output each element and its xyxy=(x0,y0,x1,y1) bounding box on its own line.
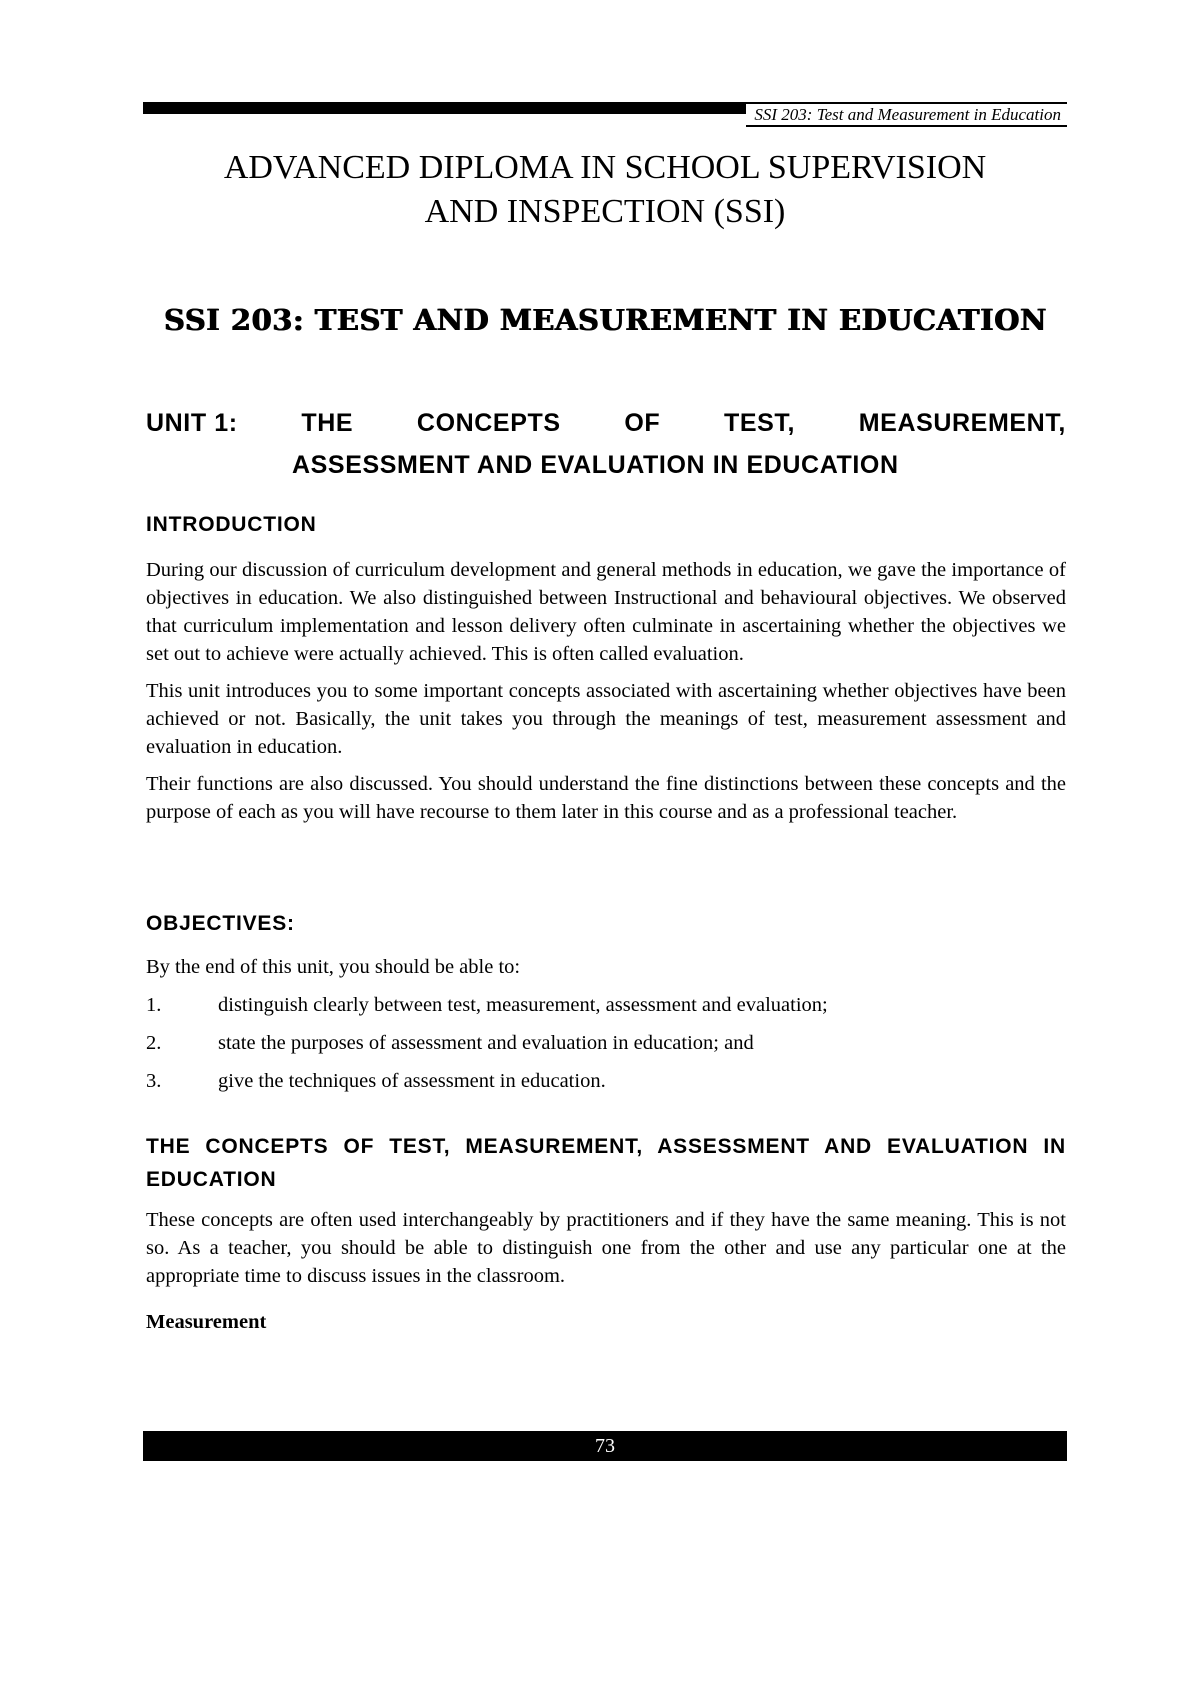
list-item-text: state the purposes of assessment and evaluation in education; and xyxy=(218,1032,754,1054)
introduction-paragraph-1: During our discussion of curriculum development and general methods in education, we gave the importance of objectives in education. We also distinguished between Instructional and behavioural objectives. We observed that curriculum implementation and lesson delivery often culminate in ascertaining whether the objectives we set out to achieve were actually achieved. This is often called evaluation. xyxy=(146,559,1066,665)
concepts-paragraph: These concepts are often used interchangeably by practitioners and if they have the same meaning. This is not so. As a teacher, you should be able to distinguish one from the other and use any particular one at the appropriate time to discuss issues in the classroom. xyxy=(146,1209,1066,1287)
running-header-text: SSI 203: Test and Measurement in Education xyxy=(746,104,1067,127)
page-footer xyxy=(143,1431,1067,1461)
unit-heading xyxy=(146,402,1066,486)
concepts-heading: THE CONCEPTS OF TEST, MEASUREMENT, ASSESSMENT AND EVALUATION IN EDUCATION xyxy=(146,1135,1066,1191)
list-item-text: give the techniques of assessment in education. xyxy=(218,1070,606,1092)
list-item-text: distinguish clearly between test, measurement, assessment and evaluation; xyxy=(218,994,828,1016)
list-item xyxy=(146,1029,1066,1057)
introduction-heading: INTRODUCTION xyxy=(146,513,317,536)
document-title-line-1: ADVANCED DIPLOMA IN SCHOOL SUPERVISION xyxy=(223,149,987,186)
introduction-section xyxy=(146,510,1066,826)
page-number: 73 xyxy=(595,1435,615,1457)
measurement-subheading: Measurement xyxy=(146,1311,267,1333)
document-title-line-2: AND INSPECTION (SSI) xyxy=(424,193,786,230)
introduction-paragraph-3: Their functions are also discussed. You should understand the fine distinctions between these concepts and the purpose of each as you will have recourse to them later in this course and as a professional teacher. xyxy=(146,773,1066,823)
list-item xyxy=(146,991,1066,1019)
running-header xyxy=(143,104,1067,126)
objectives-lead: By the end of this unit, you should be able to: xyxy=(146,956,521,978)
unit-heading-row-1 xyxy=(146,402,1066,444)
unit-word: UNIT 1: xyxy=(146,409,238,437)
unit-heading-row-2: ASSESSMENT AND EVALUATION IN EDUCATION xyxy=(292,451,899,479)
unit-word: CONCEPTS xyxy=(416,409,561,437)
list-item-number: 1. xyxy=(146,994,162,1016)
objectives-section xyxy=(146,909,1066,1095)
list-item xyxy=(146,1067,1066,1095)
unit-word: TEST, xyxy=(723,409,796,437)
course-title: SSI 203: TEST AND MEASUREMENT IN EDUCATION xyxy=(163,303,1047,337)
objectives-list xyxy=(146,991,1066,1095)
document-title xyxy=(143,146,1067,234)
unit-word: OF xyxy=(624,409,661,437)
objectives-heading: OBJECTIVES: xyxy=(146,912,295,935)
list-item-number: 3. xyxy=(146,1070,162,1092)
list-item-number: 2. xyxy=(146,1032,162,1054)
introduction-paragraph-2: This unit introduces you to some important concepts associated with ascertaining whether objectives have been achieved or not. Basically, the unit takes you through the meanings of test, measurement assessment and evaluation in education. xyxy=(146,680,1066,758)
concepts-section xyxy=(146,1130,1066,1336)
unit-word: THE xyxy=(301,409,354,437)
unit-word: MEASUREMENT, xyxy=(858,409,1066,437)
